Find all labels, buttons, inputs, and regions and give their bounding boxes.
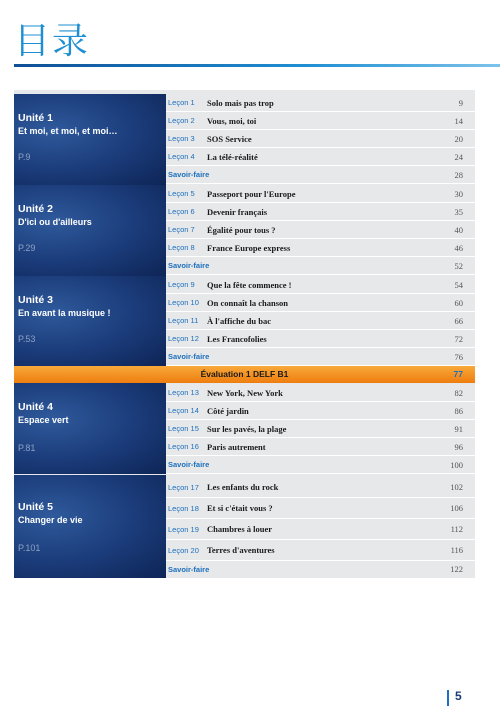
lesson-page: 72: [454, 334, 463, 344]
page-title: 目录: [14, 21, 91, 62]
unit-subtitle: En avant la musique !: [18, 308, 111, 318]
lesson-row[interactable]: [166, 312, 475, 330]
lesson-row[interactable]: [166, 276, 475, 294]
lesson-row[interactable]: [166, 294, 475, 312]
lesson-page: 100: [450, 460, 463, 470]
lesson-page: 82: [454, 388, 463, 398]
lesson-page: 60: [454, 298, 463, 308]
lesson-row[interactable]: [166, 239, 475, 257]
lesson-title: Devenir français: [207, 207, 268, 217]
lesson-page: 91: [454, 424, 463, 434]
lesson-label: Leçon 19: [168, 525, 199, 534]
lesson-label: Leçon 3: [168, 134, 195, 143]
lesson-title: Côté jardin: [207, 406, 249, 416]
lesson-page: 40: [454, 225, 463, 235]
lesson-page: 116: [450, 545, 463, 555]
savoir-faire-row[interactable]: [166, 257, 475, 275]
lesson-row[interactable]: [166, 438, 475, 456]
unit-1-block[interactable]: [14, 94, 166, 185]
lesson-row[interactable]: [166, 148, 475, 166]
lesson-label: Leçon 6: [168, 207, 195, 216]
lesson-row[interactable]: [166, 94, 475, 112]
lesson-label: Leçon 14: [168, 406, 199, 415]
lesson-title: Paris autrement: [207, 442, 266, 452]
lesson-title: Chambres à louer: [207, 524, 273, 534]
lesson-title: Que la fête commence !: [207, 280, 292, 290]
evaluation-label: Évaluation 1 DELF B1: [200, 369, 289, 379]
lesson-title: Égalité pour tous ?: [207, 225, 276, 235]
evaluation-banner[interactable]: [14, 366, 475, 383]
page-number: 5: [455, 689, 462, 703]
lesson-title: On connaît la chanson: [207, 298, 289, 308]
savoir-faire-row[interactable]: [166, 348, 475, 366]
lesson-title: La télé-réalité: [207, 152, 258, 162]
unit-name: Unité 3: [18, 294, 54, 306]
lesson-page: 30: [454, 189, 463, 199]
lesson-title: Les enfants du rock: [207, 482, 279, 492]
lesson-page: 14: [454, 116, 463, 126]
lesson-page: 9: [458, 98, 463, 108]
unit-subtitle: Changer de vie: [18, 515, 83, 525]
lesson-page: 52: [454, 261, 463, 271]
lesson-label: Leçon 15: [168, 424, 199, 433]
lesson-title: Vous, moi, toi: [207, 116, 257, 126]
lesson-label: Leçon 2: [168, 116, 195, 125]
lesson-label: Leçon 11: [168, 316, 199, 325]
lesson-label: Leçon 18: [168, 504, 199, 513]
lesson-row[interactable]: [166, 540, 475, 561]
lesson-label: Savoir-faire: [168, 352, 210, 361]
lesson-page: 102: [450, 482, 463, 492]
lesson-label: Savoir-faire: [168, 460, 210, 469]
lesson-row[interactable]: [166, 221, 475, 239]
lesson-page: 106: [450, 503, 463, 513]
evaluation-page: 77: [453, 369, 463, 379]
lesson-label: Leçon 4: [168, 152, 195, 161]
unit-page: P.81: [18, 443, 36, 453]
lesson-label: Leçon 8: [168, 243, 195, 252]
lesson-title: France Europe express: [207, 243, 291, 253]
lesson-page: 86: [454, 406, 463, 416]
lesson-title: Sur les pavés, la plage: [207, 424, 287, 434]
lesson-label: Savoir-faire: [168, 261, 210, 270]
unit-name: Unité 1: [18, 112, 54, 124]
lesson-label: Leçon 17: [168, 483, 199, 492]
lesson-page: 46: [454, 243, 463, 253]
savoir-faire-row[interactable]: [166, 456, 475, 474]
lesson-label: Leçon 5: [168, 189, 195, 198]
lesson-label: Savoir-faire: [168, 565, 210, 574]
unit-3-block[interactable]: [14, 276, 166, 366]
lesson-row[interactable]: [166, 420, 475, 438]
unit-subtitle: D'ici ou d'ailleurs: [18, 217, 92, 227]
lesson-row[interactable]: [166, 330, 475, 348]
page-number-rule: [447, 690, 449, 706]
lesson-label: Leçon 16: [168, 442, 199, 451]
unit-name: Unité 2: [18, 203, 54, 215]
lesson-label: Leçon 20: [168, 546, 199, 555]
unit-page: P.53: [18, 334, 36, 344]
lesson-row[interactable]: [166, 384, 475, 402]
lesson-page: 24: [454, 152, 463, 162]
lesson-title: Passeport pour l'Europe: [207, 189, 296, 199]
lesson-page: 112: [450, 524, 463, 534]
lesson-page: 35: [454, 207, 463, 217]
lesson-page: 28: [454, 170, 463, 180]
lesson-title: Solo mais pas trop: [207, 98, 274, 108]
lesson-title: SOS Service: [207, 134, 252, 144]
lesson-label: Leçon 10: [168, 298, 199, 307]
unit-name: Unité 5: [18, 501, 54, 513]
lesson-page: 76: [454, 352, 463, 362]
lesson-page: 54: [454, 280, 463, 290]
lesson-title: Les Francofolies: [207, 334, 267, 344]
lesson-page: 122: [450, 564, 463, 574]
unit-4-block[interactable]: [14, 383, 166, 474]
lesson-title: New York, New York: [207, 388, 283, 398]
lesson-label: Leçon 13: [168, 388, 199, 397]
lesson-label: Savoir-faire: [168, 170, 210, 179]
lesson-row[interactable]: [166, 185, 475, 203]
lesson-page: 96: [454, 442, 463, 452]
lesson-row[interactable]: [166, 130, 475, 148]
lesson-page: 66: [454, 316, 463, 326]
lesson-row[interactable]: [166, 519, 475, 540]
savoir-faire-row[interactable]: [166, 561, 475, 578]
unit-page: P.9: [18, 152, 31, 162]
lesson-row[interactable]: [166, 203, 475, 221]
savoir-faire-row[interactable]: [166, 166, 475, 184]
lesson-label: Leçon 1: [168, 98, 195, 107]
lesson-page: 20: [454, 134, 463, 144]
lesson-row[interactable]: [166, 112, 475, 130]
lesson-row[interactable]: [166, 498, 475, 519]
unit-page: P.101: [18, 543, 41, 553]
lesson-title: Et si c'était vous ?: [207, 503, 273, 513]
lesson-label: Leçon 7: [168, 225, 195, 234]
lesson-title: Terres d'aventures: [207, 545, 275, 555]
lesson-label: Leçon 9: [168, 280, 195, 289]
lesson-title: À l'affiche du bac: [207, 316, 271, 326]
unit-2-block[interactable]: [14, 185, 166, 276]
title-underline: [14, 64, 500, 67]
unit-subtitle: Et moi, et moi, et moi…: [18, 126, 118, 136]
lesson-row[interactable]: [166, 477, 475, 498]
lesson-row[interactable]: [166, 402, 475, 420]
unit-subtitle: Espace vert: [18, 415, 69, 425]
lesson-label: Leçon 12: [168, 334, 199, 343]
unit-5-block[interactable]: [14, 475, 166, 578]
unit-name: Unité 4: [18, 401, 54, 413]
unit-page: P.29: [18, 243, 36, 253]
